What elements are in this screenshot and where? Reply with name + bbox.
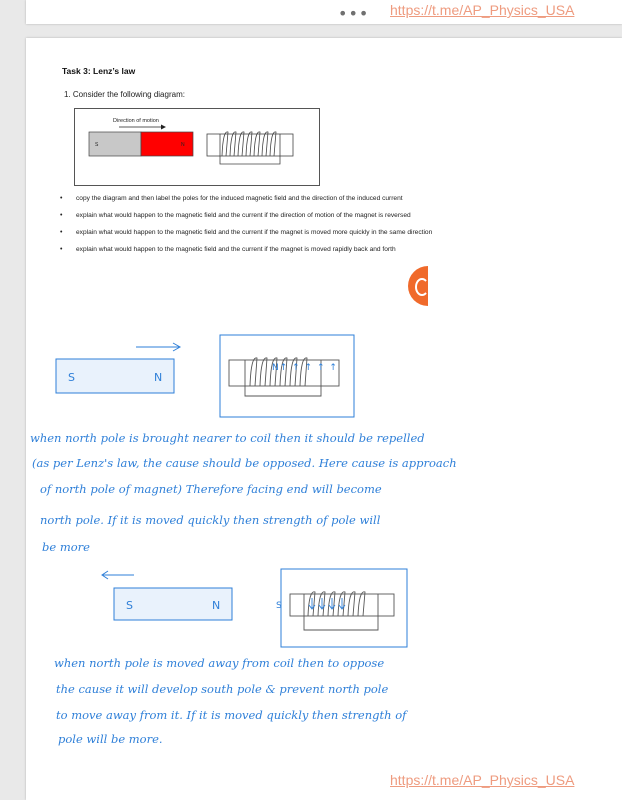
watermark-link-top[interactable]: https://t.me/AP_Physics_USA	[390, 2, 575, 18]
induced-pole-label-2: S	[276, 601, 282, 611]
instruction-item: • explain what would happen to the magnetic field and the current if the direction of motion of the magnet is reversed	[54, 211, 434, 220]
answer-line: (as per Lenz's law, the cause should be opposed. Here cause is approach	[32, 456, 457, 470]
answer-coil-frame-1	[220, 335, 354, 417]
watermark-link-bottom[interactable]: https://t.me/AP_Physics_USA	[390, 772, 575, 788]
page-top-strip	[26, 0, 622, 24]
instruction-item: • explain what would happen to the magnetic field and the current if the magnet is moved rapidly back and forth	[54, 245, 434, 254]
magnet-north-label: N	[181, 142, 185, 148]
answer-magnet-2-south: S	[126, 599, 133, 612]
instruction-item: • explain what would happen to the magnetic field and the current if the magnet is moved more quickly in the same direction	[54, 228, 434, 237]
answer-line: be more	[42, 540, 90, 554]
more-options-icon[interactable]: •••	[338, 4, 370, 23]
magnet-south-label: S	[95, 142, 99, 148]
answer-coil-2	[290, 592, 394, 630]
answer-line: north pole. If it is moved quickly then strength of pole will	[40, 513, 381, 527]
answer-magnet-1-south: S	[68, 371, 75, 384]
answer-magnet-1-north: N	[154, 371, 163, 384]
answer-line: when north pole is brought nearer to coil then it should be repelled	[30, 431, 425, 445]
question-text: 1. Consider the following diagram:	[64, 90, 185, 99]
answer-line: of north pole of magnet) Therefore facing end will become	[40, 482, 382, 496]
document-page	[26, 38, 622, 800]
answer-magnet-2-north: N	[212, 599, 221, 612]
induced-pole-label-1: N↑ ↑ ↑ ↑ ↑	[272, 363, 338, 373]
direction-of-motion-label: Direction of motion	[113, 118, 159, 124]
instruction-item: • copy the diagram and then label the poles for the induced magnetic field and the direction of the induced current	[54, 194, 434, 203]
answer-line: to move away from it. If it is moved quickly then strength of	[56, 708, 407, 722]
task-title: Task 3: Lenz’s law	[62, 66, 136, 76]
answer-line: pole will be more.	[58, 732, 163, 746]
answer-line: when north pole is moved away from coil then to oppose	[54, 656, 385, 670]
answer-line: the cause it will develop south pole & prevent north pole	[56, 682, 389, 696]
